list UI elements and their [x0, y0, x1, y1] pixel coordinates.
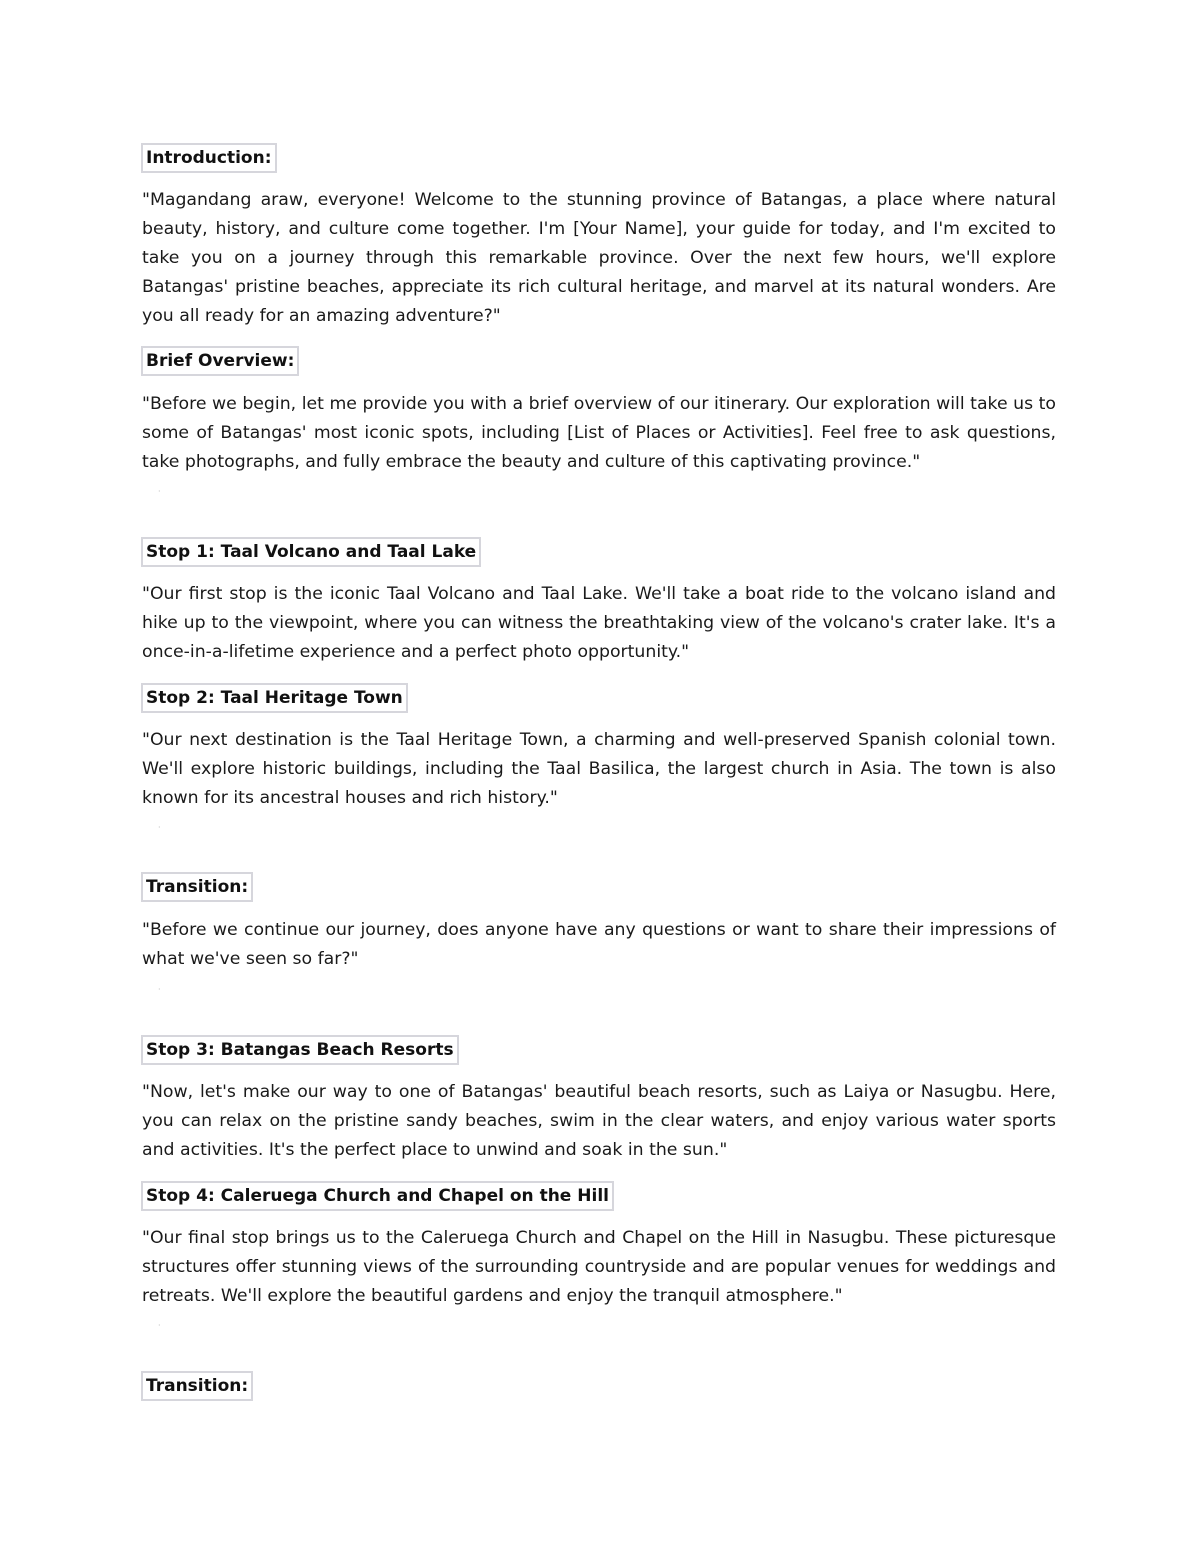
heading-brief-overview: Brief Overview: [141, 346, 299, 376]
heading-stop-4: Stop 4: Caleruega Church and Chapel on the Hill [141, 1181, 614, 1211]
paragraph-mark: · [158, 985, 161, 994]
paragraph-stop-4: "Our final stop brings us to the Caleruega Church and Chapel on the Hill in Nasugbu. These picturesque structures offer stunning views of the surrounding countryside and are popular venues for weddings and retreats. We'll explore the beautiful gardens and enjoy the tranquil atmosphere." [142, 1228, 1056, 1306]
heading-transition-1: Transition: [141, 872, 253, 902]
heading-introduction: Introduction: [141, 143, 277, 173]
paragraph-mark: · [158, 823, 161, 832]
heading-transition-2: Transition: [141, 1371, 253, 1401]
paragraph-introduction: "Magandang araw, everyone! Welcome to the stunning province of Batangas, a place where natural beauty, history, and culture come together. I'm [Your Name], your guide for today, and I'm excited to take you on a journey through this remarkable province. Over the next few hours, we'll explore Batangas' pristine beaches, appreciate its rich cultural heritage, and marvel at its natural wonders. Are you all ready for an amazing adventure?" [142, 190, 1056, 326]
heading-stop-2: Stop 2: Taal Heritage Town [141, 683, 408, 713]
paragraph-transition-1: "Before we continue our journey, does anyone have any questions or want to share their impressions of what we've seen so far?" [142, 920, 1056, 969]
paragraph-stop-3: "Now, let's make our way to one of Batangas' beautiful beach resorts, such as Laiya or Nasugbu. Here, you can relax on the pristine sandy beaches, swim in the clear waters, and enjoy various water sports and activities. It's the perfect place to unwind and soak in the sun." [142, 1082, 1056, 1160]
heading-stop-1: Stop 1: Taal Volcano and Taal Lake [141, 537, 481, 567]
paragraph-stop-2: "Our next destination is the Taal Heritage Town, a charming and well-preserved Spanish colonial town. We'll explore historic buildings, including the Taal Basilica, the largest church in Asia. The town is also known for its ancestral houses and rich history." [142, 730, 1056, 808]
paragraph-mark: · [158, 487, 161, 496]
paragraph-mark: · [158, 1321, 161, 1330]
heading-stop-3: Stop 3: Batangas Beach Resorts [141, 1035, 459, 1065]
paragraph-brief-overview: "Before we begin, let me provide you with a brief overview of our itinerary. Our exploration will take us to some of Batangas' most iconic spots, including [List of Places or Activities]. Feel free to ask questions, take photographs, and fully embrace the beauty and culture of this captivating province." [142, 394, 1056, 472]
paragraph-stop-1: "Our first stop is the iconic Taal Volcano and Taal Lake. We'll take a boat ride to the volcano island and hike up to the viewpoint, where you can witness the breathtaking view of the volcano's crater lake. It's a once-in-a-lifetime experience and a perfect photo opportunity." [142, 584, 1056, 662]
